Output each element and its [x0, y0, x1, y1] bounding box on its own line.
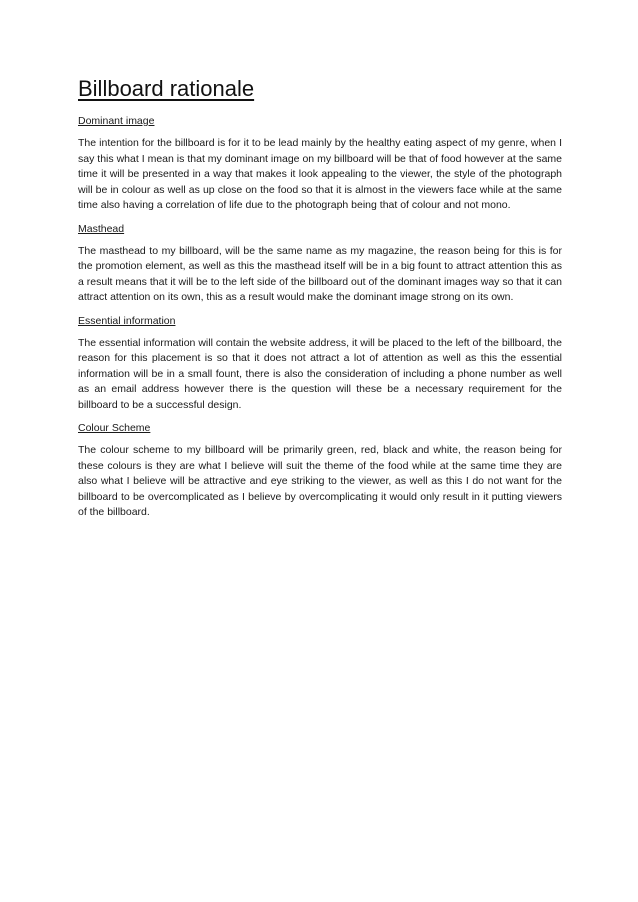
- document-page: [78, 76, 562, 529]
- section-heading: Dominant image: [78, 115, 155, 127]
- section-body: The masthead to my billboard, will be the same name as my magazine, the reason being for this is for the promotion element, as well as this the masthead itself will be in a big fount to attract attention this as a result means that it will be to the left side of the billboard out of the dominant images way so that it can attract attention on its own, this as a result would make the dominant image strong on its own.: [78, 244, 562, 303]
- section-heading: Masthead: [78, 222, 125, 235]
- section-essential-information: [78, 314, 562, 414]
- section-heading: Colour Scheme: [78, 422, 151, 434]
- section-masthead: [78, 222, 562, 306]
- section-body: The essential information will contain the website address, it will be placed to the left of the billboard, the reason for this placement is so that it does not attract a lot of attention as well as this the essential information will be in a small fount, there is also the consideration of including a phone number as well as an email address however there is the question will these be a necessary requirement for the billboard to be a successful design.: [78, 336, 562, 411]
- section-body: The colour scheme to my billboard will be primarily green, red, black and white, the reason being for these colours is they are what I believe will suit the theme of the food while at the same time they are also what I believe will be attractive and eye striking to the viewer, as well as this I do not want for the billboard to be overcomplicated as I believe by overcomplicating it would only result in it putting viewers of the billboard.: [78, 444, 562, 518]
- section-body: The intention for the billboard is for it to be lead mainly by the healthy eating aspect of my genre, when I say this what I mean is that my dominant image on my billboard will be that of food however at the same time it will be presented in a way that makes it look appealing to the viewer, the style of the photograph will be in colour as well as up close on the food so that it is almost in the viewers face while at the same time also having a correlation of life due to the photograph being that of colour and not mono.: [78, 137, 562, 211]
- section-colour-scheme: [78, 421, 562, 521]
- page-title: Billboard rationale: [78, 76, 255, 101]
- section-dominant-image: [78, 114, 562, 214]
- section-heading: Essential information: [78, 314, 176, 327]
